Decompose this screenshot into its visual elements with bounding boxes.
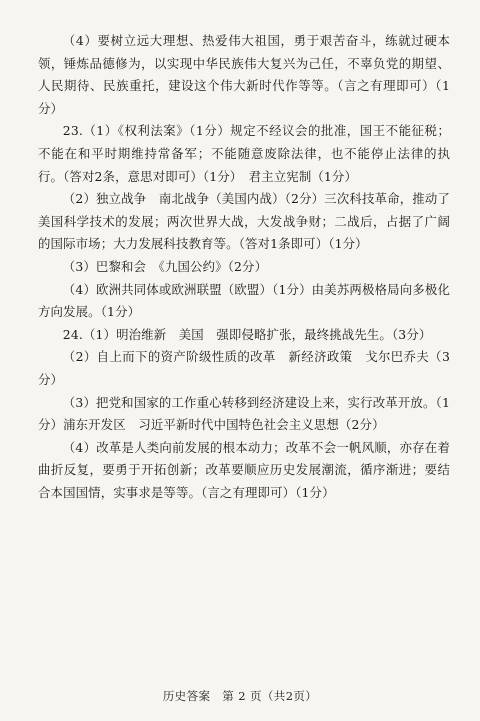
answer-23-1: 23.（1）《权利法案》（1分）规定不经议会的批准，国王不能征税；不能在和平时期维持常备军；不能随意废除法律，也不能停止法律的执行。（答对2条，意思对即可）（1分） 君主立宪制（1分） [38,123,450,184]
answer-23-4: （4）欧洲共同体或欧洲联盟（欧盟）（1分）由美苏两极格局向多极化方向发展。（1分） [38,281,450,320]
answer-24-3: （3）把党和国家的工作重心转移到经济建设上来，实行改革开放。（1分）浦东开发区 习近平新时代中国特色社会主义思想（2分） [38,394,450,433]
answer-23-2: （2）独立战争 南北战争（美国内战）（2分）三次科技革命，推动了美国科学技术的发展；两次世界大战，大发战争财；二战后，占据了广阔的国际市场；大力发展科技教育等。（答对1条即可）（1分） [38,191,450,252]
answer-22-4: （4）要树立远大理想、热爱伟大祖国，勇于艰苦奋斗，练就过硬本领，锤炼品德修为，以实现中华民族伟大复兴为己任，不辜负党的期望、人民期待、民族重托，建设这个伟大新时代作等等。（言之有理即可）（1分） [38,33,450,116]
answer-24-1: 24.（1）明治维新 美国 强即侵略扩张，最终挑战先生。（3分） [62,326,432,342]
page-footer: 历史答案 第 2 页（共2页） [162,689,318,703]
answer-24-4: （4）改革是人类向前发展的根本动力；改革不会一帆风顺，亦存在着曲折反复，要勇于开拓创新；改革要顺应历史发展潮流，循序渐进；要结合本国国情，实事求是等等。（言之有理即可）（1分） [38,439,450,500]
answer-23-3: （3）巴黎和会 《九国公约》（2分） [62,258,268,274]
answer-content [38,30,450,504]
answer-24-2: （2）自上而下的资产阶级性质的改革 新经济政策 戈尔巴乔夫（3分） [38,349,450,387]
